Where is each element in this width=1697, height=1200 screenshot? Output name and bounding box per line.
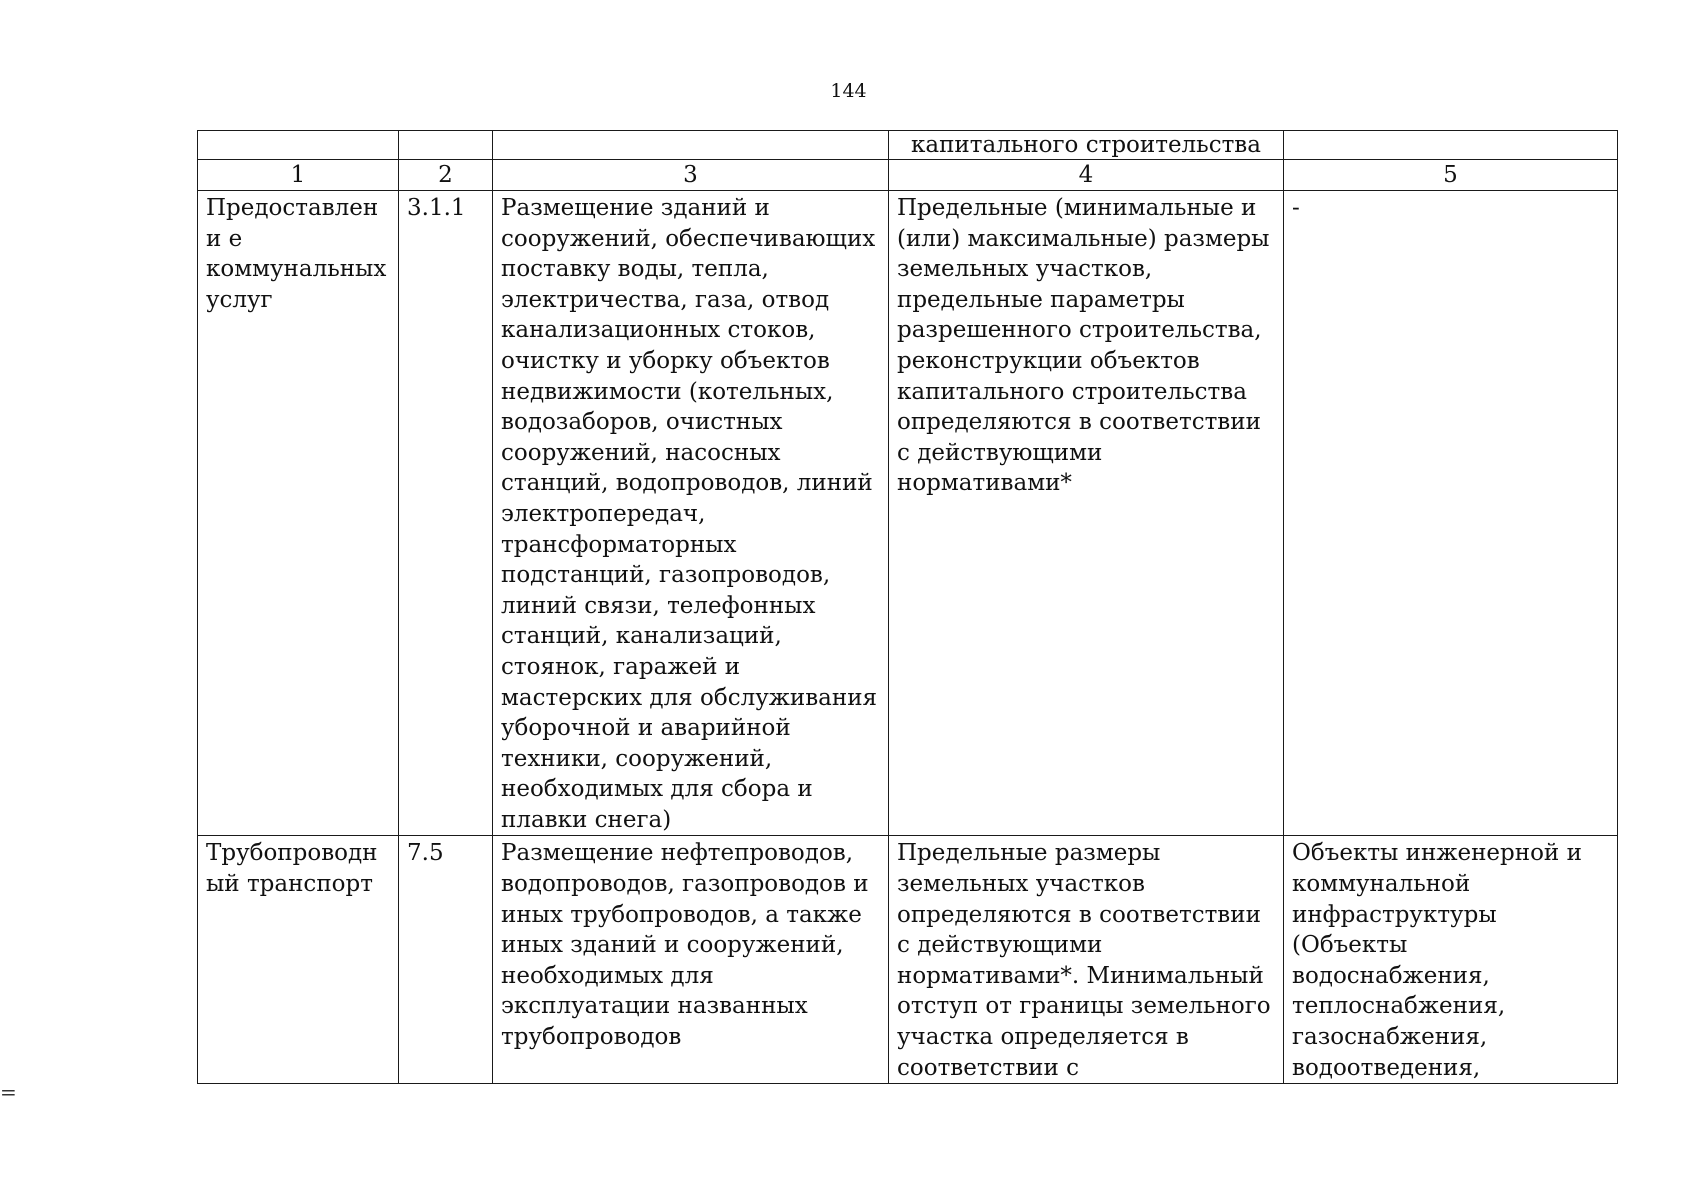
use-type-code: 3.1.1	[399, 191, 493, 836]
use-type-code: 7.5	[399, 836, 493, 1084]
use-type-description: Размещение нефтепроводов, водопроводов, газопроводов и иных трубопроводов, а также иных зданий и сооружений, необходимых для эксплуатации названных трубопроводов	[493, 836, 889, 1084]
use-type-name: Трубопроводн ый транспорт	[198, 836, 399, 1084]
continuation-cell-4: капитального строительства	[889, 131, 1284, 160]
land-use-table	[197, 130, 1618, 1084]
column-number-5: 5	[1284, 160, 1618, 191]
use-type-name: Предоставлени е коммунальных услуг	[198, 191, 399, 836]
column-number-2: 2	[399, 160, 493, 191]
margin-mark: =	[0, 1080, 17, 1104]
page-number: 144	[830, 80, 867, 102]
use-type-parameters: Предельные (минимальные и (или) максимальные) размеры земельных участков, предельные параметры разрешенного строительства, реконструкции объектов капитального строительства определяются в соответствии с действующими нормативами*	[889, 191, 1284, 836]
continuation-cell-5	[1284, 131, 1618, 160]
continuation-row	[198, 131, 1618, 160]
use-type-restrictions: Объекты инженерной и коммунальной инфраструктуры (Объекты водоснабжения, теплоснабжения, газоснабжения, водоотведения,	[1284, 836, 1618, 1084]
continuation-cell-2	[399, 131, 493, 160]
use-type-restrictions: -	[1284, 191, 1618, 836]
table-row	[198, 191, 1618, 836]
column-number-row	[198, 160, 1618, 191]
use-type-description: Размещение зданий и сооружений, обеспечивающих поставку воды, тепла, электричества, газа, отвод канализационных стоков, очистку и уборку объектов недвижимости (котельных, водозаборов, очистных сооружений, насосных станций, водопроводов, линий электропередач, трансформаторных подстанций, газопроводов, линий связи, телефонных станций, канализаций, стоянок, гаражей и мастерских для обслуживания уборочной и аварийной техники, сооружений, необходимых для сбора и плавки снега)	[493, 191, 889, 836]
column-number-3: 3	[493, 160, 889, 191]
continuation-cell-1	[198, 131, 399, 160]
column-number-1: 1	[198, 160, 399, 191]
column-number-4: 4	[889, 160, 1284, 191]
table-row	[198, 836, 1618, 1084]
continuation-cell-3	[493, 131, 889, 160]
use-type-parameters: Предельные размеры земельных участков определяются в соответствии с действующими нормативами*. Минимальный отступ от границы земельного участка определяется в соответствии с	[889, 836, 1284, 1084]
